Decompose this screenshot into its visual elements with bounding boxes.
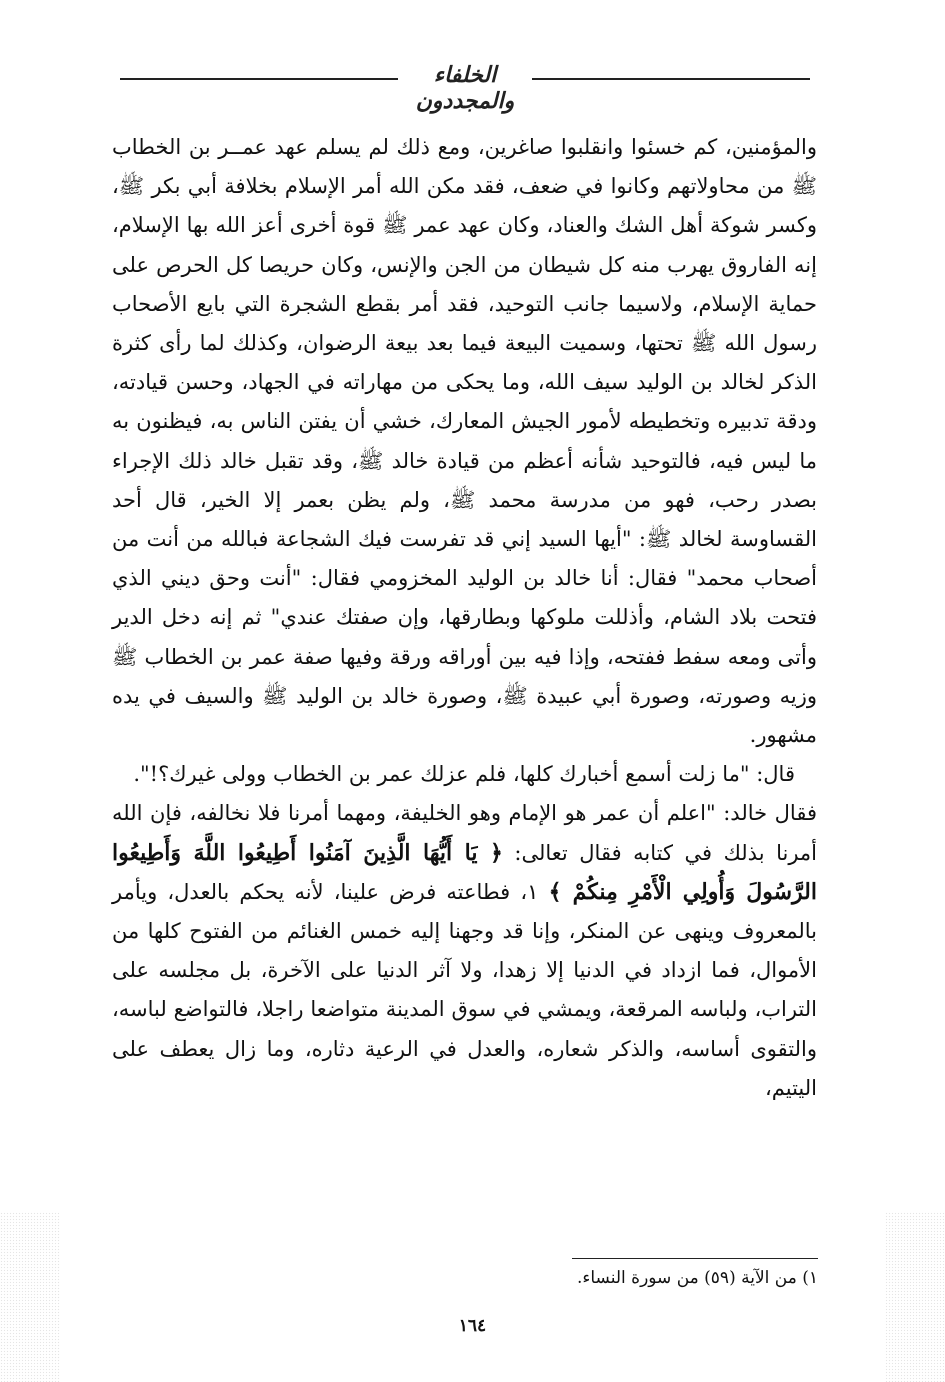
paragraph-3 xyxy=(112,794,817,1108)
header-rule-left xyxy=(120,78,398,80)
scan-noise-left xyxy=(0,1212,60,1382)
scan-noise-right xyxy=(885,1212,945,1382)
main-text xyxy=(112,128,817,1108)
paragraph-3-intro: فقال خالد: "اعلم أن عمر هو الإمام وهو الخليفة، ومهما أمرنا فلا نخالفه، فإن الله أمرنا بذلك في كتابه فقال تعالى: xyxy=(112,801,817,865)
footnote: ١) من الآية (٥٩) من سورة النساء. xyxy=(576,1268,818,1288)
paragraph-3-rest: ١، فطاعته فرض علينا، لأنه يحكم بالعدل، ويأمر بالمعروف وينهى عن المنكر، وإنا قد وجهنا إليه خمس الغنائم من الفتوح كلها من الأموال، فما ازداد في الدنيا إلا زهدا، ولا آثر الدنيا على الآخرة، بل مجلسه على التراب، ولباسه المرقعة، ويمشي في سوق المدينة متواضعا راجلا، فالتواضع لباسه، والتقوى أساسه، والذكر شعاره، والعدل في الرعية دثاره، وما زال يعطف على اليتيم، xyxy=(112,879,817,1100)
header-rule-right xyxy=(532,78,810,80)
paragraph-2: قال: "ما زلت أسمع أخبارك كلها، فلم عزلك عمر بن الخطاب وولى غيرك؟!". xyxy=(133,762,795,787)
quran-verse: ﴿ يَا أَيُّهَا الَّذِينَ آمَنُوا أَطِيعُوا اللَّهَ وَأَطِيعُوا الرَّسُولَ وَأُولِي الْأَمْرِ مِنكُمْ ﴾ xyxy=(112,839,817,905)
page-number: ١٦٤ xyxy=(458,1316,487,1336)
footnote-divider xyxy=(572,1258,818,1259)
running-header xyxy=(120,62,810,114)
header-title: الخلفاء والمجددون xyxy=(415,62,515,114)
paragraph-1: والمؤمنين، كم خسئوا وانقلبوا صاغرين، ومع ذلك لم يسلم عهد عمــر بن الخطاب ﷺ من محاولاتهم وكانوا في ضعف، فقد مكن الله أمر الإسلام بخلافة أبي بكر ﷺ، وكسر شوكة أهل الشك والعناد، وكان عهد عمر ﷺ قوة أخرى أعز الله بها الإسلام، إنه الفاروق يهرب منه كل شيطان من الجن والإنس، وكان حريصا كل الحرص على حماية الإسلام، ولاسيما جانب التوحيد، فقد أمر بقطع الشجرة التي بايع الأصحاب رسول الله ﷺ تحتها، وسميت البيعة فيما بعد بيعة الرضوان، وكذلك لما رأى كثرة الذكر لخالد بن الوليد سيف الله، وما يحكى من مهاراته في الجهاد، وحسن قيادته، ودقة تدبيره وتخطيطه لأمور الجيش المعارك، خشي أن يفتن الناس به، فيظنون به ما ليس فيه، فالتوحيد شأنه أعظم من قيادة خالد ﷺ، وقد تقبل خالد ذلك الإجراء بصدر رحب، فهو من مدرسة محمد ﷺ، ولم يظن بعمر إلا الخير، قال أحد القساوسة لخالد ﷺ: "أيها السيد إني قد تفرست فيك الشجاعة فبالله من أنت من أصحاب محمد" فقال: أنا خالد بن الوليد المخزومي فقال: "أنت وحق ديني الذي فتحت بلاد الشام، وأذللت ملوكها وبطارقها، وإن صفتك عندي" ثم إنه دخل الدير وأتى ومعه سفط ففتحه، وإذا فيه بين أوراقه ورقة وفيها صفة عمر بن الخطاب ﷺ وزيه وصورته، وصورة أبي عبيدة ﷺ، وصورة خالد بن الوليد ﷺ والسيف في يده مشهور. xyxy=(112,135,817,748)
